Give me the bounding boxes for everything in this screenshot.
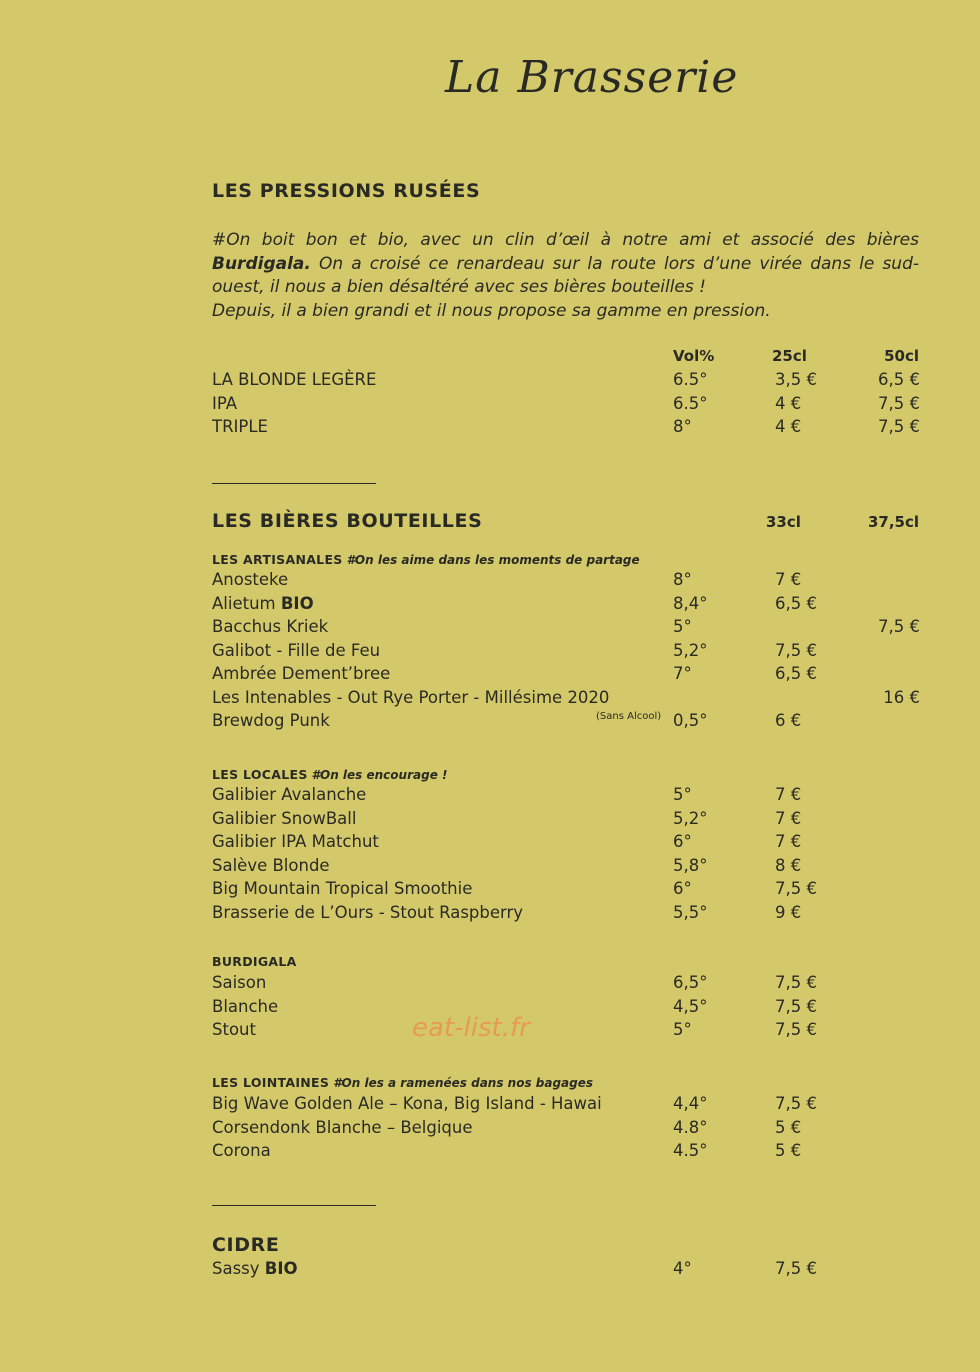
- menu-item-row: [212, 879, 920, 902]
- item-vol: 0,5°: [673, 711, 708, 730]
- item-price-1: 7,5 €: [775, 640, 817, 660]
- item-price-1: 6,5 €: [775, 664, 817, 683]
- item-name-text: Galibot - Fille de Feu: [212, 640, 381, 660]
- item-name: [212, 394, 237, 413]
- intro-text-2: On a croisé ce renardeau sur la route lors d’une virée dans le sud-ouest, il nous a bien désaltéré avec ses bières bouteilles !: [212, 253, 919, 297]
- intro-text-1: #On boit bon et bio, avec un clin d’œil à notre ami et associé des bières: [212, 230, 919, 250]
- item-name: [212, 832, 379, 851]
- item-price-1: 6 €: [775, 711, 802, 730]
- item-name-text: Sassy: [212, 1259, 265, 1278]
- item-name-text: Corsendonk Blanche – Belgique: [212, 1117, 473, 1137]
- item-name-text: Bacchus Kriek: [212, 617, 329, 636]
- item-name: [212, 879, 472, 898]
- item-price-1: 7 €: [775, 570, 802, 589]
- menu-item-row: [212, 997, 920, 1020]
- header-33cl: 33cl: [766, 513, 801, 531]
- menu-item-row: [212, 832, 920, 855]
- intro-bold-burdigala: Burdigala.: [212, 253, 311, 274]
- subsection-burdigala: [212, 954, 297, 969]
- item-name-text: LA BLONDE LEGÈRE: [212, 370, 377, 389]
- item-price-1: 5 €: [775, 1141, 802, 1160]
- item-price-2: 6,5 €: [878, 370, 920, 389]
- item-vol: 4,4°: [673, 1094, 708, 1113]
- item-price-1: 5 €: [775, 1117, 802, 1137]
- header-50cl: 50cl: [884, 347, 919, 365]
- item-name: [212, 594, 314, 613]
- subsection-artisanales: [212, 552, 640, 567]
- menu-item-row: [212, 785, 920, 808]
- header-25cl: 25cl: [772, 347, 807, 365]
- item-price-1: 7 €: [775, 832, 802, 851]
- item-name: [212, 688, 609, 707]
- item-name-text: Brewdog Punk: [212, 711, 330, 730]
- menu-item-row: [212, 641, 920, 664]
- item-name: [212, 570, 288, 589]
- item-name: [212, 997, 278, 1016]
- menu-item-row: [212, 617, 920, 640]
- item-name-text: TRIPLE: [212, 417, 268, 436]
- item-price-2: 7,5 €: [878, 417, 920, 436]
- menu-item-row: [212, 594, 920, 617]
- menu-item-row: [212, 688, 920, 711]
- item-name: [212, 1118, 473, 1137]
- menu-item-row: [212, 903, 920, 926]
- item-name: [212, 785, 366, 804]
- bio-label: BIO: [264, 1259, 298, 1278]
- item-vol: 6,5°: [673, 973, 708, 992]
- item-vol: 6°: [673, 832, 692, 851]
- menu-item-row: [212, 370, 920, 393]
- item-vol: 5°: [673, 785, 692, 804]
- header-vol: Vol%: [673, 347, 715, 365]
- subsection-locales: [212, 767, 447, 782]
- subsection-tagline: #On les encourage !: [311, 768, 448, 782]
- menu-item-row: [212, 1259, 920, 1282]
- header-37-5cl: 37,5cl: [867, 513, 919, 531]
- item-vol: 5,5°: [673, 902, 708, 922]
- section-title-bouteilles: LES BIÈRES BOUTEILLES: [212, 510, 483, 532]
- menu-item-row: [212, 1094, 920, 1117]
- item-price-1: 6,5 €: [775, 593, 817, 613]
- item-vol: 6.5°: [673, 393, 708, 413]
- item-vol: 4°: [673, 1259, 692, 1278]
- menu-item-row: [212, 973, 920, 996]
- item-name-text: Big Mountain Tropical Smoothie: [212, 879, 473, 898]
- item-name: [212, 711, 330, 730]
- section-title-pressions: LES PRESSIONS RUSÉES: [212, 180, 481, 202]
- item-price-1: 7,5 €: [775, 973, 817, 992]
- item-price-1: 3,5 €: [775, 370, 817, 389]
- item-name: [212, 370, 376, 389]
- item-name-text: Galibier SnowBall: [212, 808, 357, 828]
- item-vol: 7°: [673, 664, 692, 683]
- item-vol: 5,8°: [673, 855, 708, 875]
- item-vol: 5°: [673, 1020, 692, 1039]
- item-price-1: 4 €: [775, 417, 802, 436]
- item-vol: 8°: [673, 417, 692, 436]
- item-name-text: Blanche: [212, 996, 279, 1016]
- subsection-label: LES LOINTAINES: [212, 1075, 330, 1090]
- item-vol: 8,4°: [673, 593, 708, 613]
- item-name: [212, 664, 390, 683]
- item-name-text: Anosteke: [212, 570, 289, 589]
- item-name-text: Saison: [212, 973, 267, 992]
- item-name: [212, 641, 380, 660]
- menu-item-row: [212, 417, 920, 440]
- menu-item-row: [212, 664, 920, 687]
- item-name: [212, 973, 266, 992]
- watermark: eat-list.fr: [412, 1013, 530, 1043]
- item-name-text: Stout: [212, 1020, 256, 1039]
- menu-item-row: [212, 394, 920, 417]
- item-vol: 5,2°: [673, 640, 708, 660]
- item-price-1: 7 €: [775, 785, 802, 804]
- item-price-1: 7,5 €: [775, 1020, 817, 1039]
- menu-item-row: [212, 856, 920, 879]
- item-vol: 5,2°: [673, 808, 708, 828]
- page-title: La Brasserie: [445, 52, 739, 103]
- item-vol: 4.8°: [673, 1117, 708, 1137]
- divider: [212, 1205, 376, 1206]
- item-price-1: 9 €: [775, 902, 802, 922]
- item-name: [212, 1094, 602, 1113]
- bio-label: BIO: [280, 593, 314, 613]
- item-name: [212, 809, 356, 828]
- item-name-text: Corona: [212, 1141, 271, 1160]
- item-name-text: Galibier IPA Matchut: [212, 832, 379, 851]
- item-name-text: Galibier Avalanche: [212, 785, 367, 804]
- subsection-label: LES LOCALES: [212, 767, 308, 782]
- item-name-text: IPA: [212, 393, 238, 413]
- menu-item-row: [212, 570, 920, 593]
- item-vol: 5°: [673, 617, 692, 636]
- item-name: [212, 903, 523, 922]
- subsection-lointaines: [212, 1075, 593, 1090]
- item-name: [212, 1141, 271, 1160]
- item-price-1: 4 €: [775, 393, 802, 413]
- item-name-text: Les Intenables - Out Rye Porter - Millésime 2020: [212, 687, 610, 707]
- menu-item-row: [212, 1141, 920, 1164]
- item-price-1: 7,5 €: [775, 996, 817, 1016]
- item-vol: 4.5°: [673, 1141, 708, 1160]
- menu-item-row: [212, 711, 920, 734]
- item-price-2: 7,5 €: [878, 393, 920, 413]
- subsection-label: BURDIGALA: [212, 954, 297, 969]
- item-price-1: 7,5 €: [775, 1094, 817, 1113]
- item-name-text: Salève Blonde: [212, 855, 330, 875]
- subsection-tagline: #On les aime dans les moments de partage: [346, 553, 640, 567]
- divider: [212, 483, 376, 484]
- intro-text-3: Depuis, il a bien grandi et il nous propose sa gamme en pression.: [212, 300, 771, 321]
- item-name-text: Alietum: [212, 593, 281, 613]
- item-price-1: 8 €: [775, 855, 802, 875]
- item-name-text: Brasserie de L’Ours - Stout Raspberry: [212, 902, 524, 922]
- item-name: [212, 1020, 256, 1039]
- item-price-1: 7 €: [775, 808, 802, 828]
- menu-item-row: [212, 1020, 920, 1043]
- item-note: (Sans Alcool): [596, 711, 662, 722]
- menu-item-row: [212, 809, 920, 832]
- item-name: [212, 617, 328, 636]
- subsection-label: LES ARTISANALES: [212, 552, 343, 567]
- item-price-2: 7,5 €: [878, 617, 920, 636]
- subsection-tagline: #On les a ramenées dans nos bagages: [333, 1076, 594, 1090]
- item-price-1: 7,5 €: [775, 879, 817, 898]
- item-vol: 4,5°: [673, 996, 708, 1016]
- item-name: [212, 856, 330, 875]
- menu-item-row: [212, 1118, 920, 1141]
- item-name: [212, 417, 268, 436]
- item-name-text: Big Wave Golden Ale – Kona, Big Island - Hawai: [212, 1094, 602, 1113]
- item-price-2: 16 €: [883, 687, 920, 707]
- section-title-cidre: CIDRE: [212, 1234, 280, 1256]
- item-vol: 6°: [673, 879, 692, 898]
- item-name: [212, 1259, 298, 1278]
- pressions-intro: [212, 229, 919, 323]
- item-name-text: Ambrée Dement’bree: [212, 664, 391, 683]
- item-price-1: 7,5 €: [775, 1259, 817, 1278]
- item-vol: 6.5°: [673, 370, 708, 389]
- item-vol: 8°: [673, 570, 692, 589]
